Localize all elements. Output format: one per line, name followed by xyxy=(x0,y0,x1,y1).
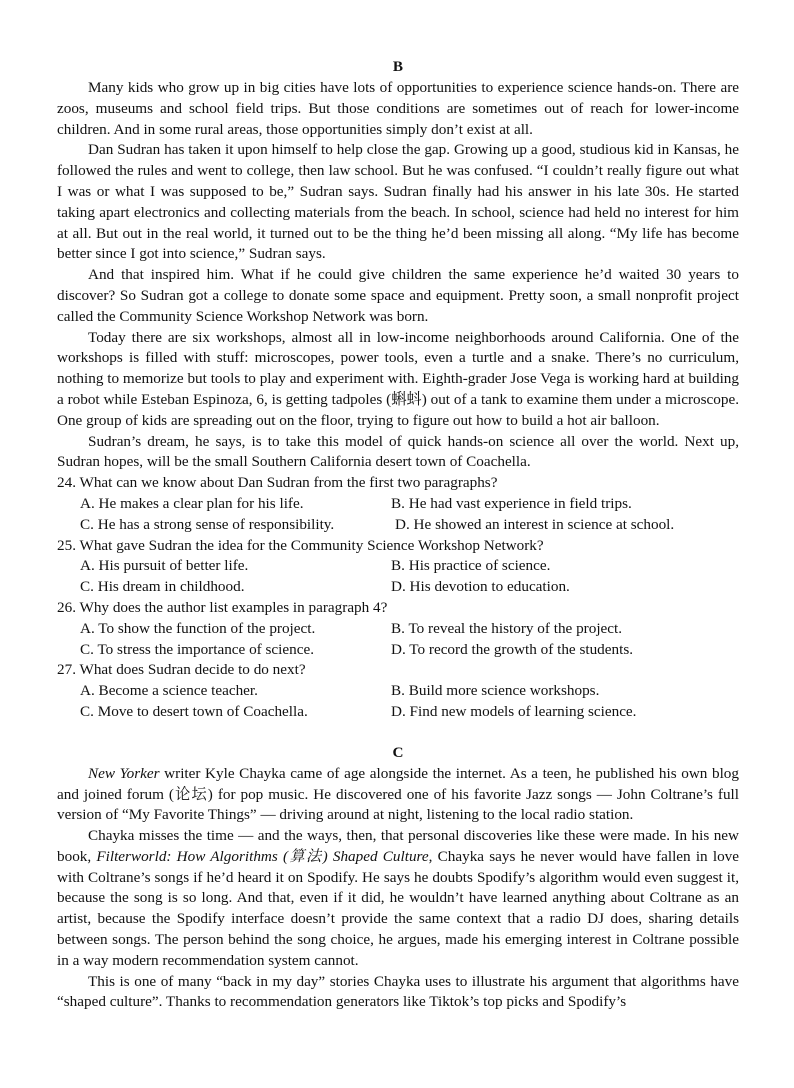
option-d: D. To record the growth of the students. xyxy=(391,640,634,658)
question-24 xyxy=(57,473,739,535)
question-25 xyxy=(57,536,739,598)
section-c-paragraph-1 xyxy=(57,764,739,826)
option-a: A. To show the function of the project. xyxy=(80,619,316,637)
paragraph-text: Chayka misses the time — and the ways, then, that personal discoveries like these were made. In his new book, xyxy=(57,827,739,865)
option-b: B. His practice of science. xyxy=(391,557,551,575)
section-b-paragraph-5: Sudran’s dream, he says, is to take this model of quick hands-on science all over the world. Next up, Sudran hopes, will be the small Southern California desert town of Coachella. xyxy=(57,432,739,471)
option-d: D. He showed an interest in science at school. xyxy=(395,515,675,533)
paragraph-text: writer Kyle Chayka came of age alongside the internet. As a teen, he published his own blog and joined forum (论坛) for pop music. He discovered one of his favorite Jazz songs — John Coltrane’s full version of “My Favorite Things” — driving around at night, listening to the local radio station. xyxy=(57,764,739,824)
question-stem: 25. What gave Sudran the idea for the Community Science Workshop Network? xyxy=(57,536,544,554)
option-d: D. His devotion to education. xyxy=(391,578,570,596)
section-b-paragraph-2: Dan Sudran has taken it upon himself to help close the gap. Growing up a good, studious kid in Kansas, he followed the rules and went to college, then law school. But he was confused. “I couldn’t really figure out what I was or what I was supposed to be,” Sudran says. Sudran finally had his answer in his late 30s. He started taking apart electronics and collecting materials from the beach. In school, science had held no interest for him at all. But out in the real world, it turned out to be the thing he’d been missing all along. “My life has become better since I got into science,” Sudran says. xyxy=(57,141,739,263)
paragraph-text: , Chayka says he never would have fallen in love with Coltrane’s songs if he’d heard it on Spodify. He says he doubts Spodify’s algorithm would even suggest it, because the song is so long. And that, even if it did, he wouldn’t have learned anything about Coltrane as an artist, because the Spodify interface doesn’t provide the same context that a radio DJ does, sharing details between songs. The person behind the song choice, he argues, made his emerging interest in Coltrane possible in a way modern recommendation system cannot. xyxy=(57,847,740,969)
option-b: B. He had vast experience in field trips. xyxy=(391,494,632,512)
option-a: A. His pursuit of better life. xyxy=(80,557,249,575)
document-page xyxy=(57,57,739,1013)
question-stem: 24. What can we know about Dan Sudran from the first two paragraphs? xyxy=(57,474,498,492)
section-b-paragraph-3: And that inspired him. What if he could give children the same experience he’d waited 30 years to discover? So Sudran got a college to donate some space and equipment. Pretty soon, a small nonprofit project called the Community Science Workshop Network was born. xyxy=(57,266,739,325)
option-c: C. He has a strong sense of responsibility. xyxy=(80,515,335,533)
question-stem: 27. What does Sudran decide to do next? xyxy=(57,661,306,679)
option-a: A. He makes a clear plan for his life. xyxy=(80,494,304,512)
section-c-paragraph-2 xyxy=(57,826,739,972)
section-b-paragraph-4: Today there are six workshops, almost all in low-income neighborhoods around California. One of the workshops is filled with stuff: microscopes, power tools, even a turtle and a snake. There’s no curriculum, nothing to memorize but tools to play and experiment with. Eighth-grader Jose Vega is working hard at building a robot while Esteban Espinoza, 6, is getting tadpoles (蝌蚪) out of a tank to examine them under a microscope. One group of kids are spreading out on the floor, trying to figure out how to build a hot air balloon. xyxy=(57,328,739,429)
section-b-heading: B xyxy=(392,58,404,75)
option-d: D. Find new models of learning science. xyxy=(391,702,637,720)
question-27 xyxy=(57,660,739,722)
book-title: Filterworld: How Algorithms (算法) Shaped Culture xyxy=(96,847,429,865)
publication-title: New Yorker xyxy=(88,764,160,782)
section-spacer xyxy=(57,723,739,743)
question-26 xyxy=(57,598,739,660)
section-c-paragraph-3: This is one of many “back in my day” stories Chayka uses to illustrate his argument that algorithms have “shaped culture”. Thanks to recommendation generators like Tiktok’s top picks and Spodify’s xyxy=(57,972,739,1011)
option-a: A. Become a science teacher. xyxy=(80,682,258,700)
section-c-heading: C xyxy=(392,743,404,761)
question-stem: 26. Why does the author list examples in paragraph 4? xyxy=(57,598,388,616)
option-b: B. Build more science workshops. xyxy=(391,682,600,700)
option-c: C. Move to desert town of Coachella. xyxy=(80,702,308,720)
option-b: B. To reveal the history of the project. xyxy=(391,619,623,637)
option-c: C. To stress the importance of science. xyxy=(80,640,314,658)
section-b-paragraph-1: Many kids who grow up in big cities have lots of opportunities to experience science hands-on. There are zoos, museums and school field trips. But those conditions are sometimes out of reach for lower-income children. And in some rural areas, those opportunities simply don’t exist at all. xyxy=(57,79,739,138)
option-c: C. His dream in childhood. xyxy=(80,578,245,596)
